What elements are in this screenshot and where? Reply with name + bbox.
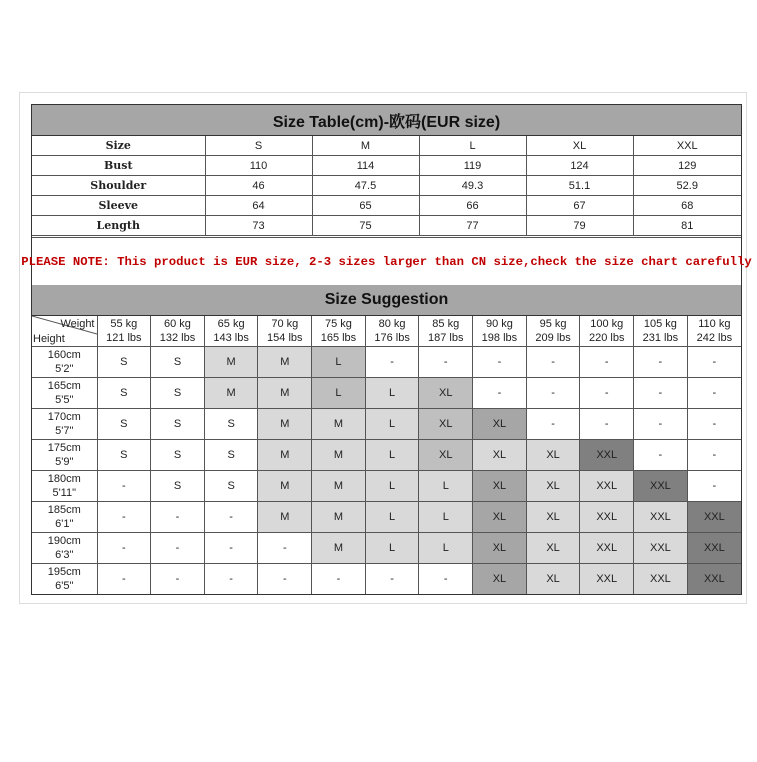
suggested-size-cell: L: [365, 378, 419, 409]
suggested-size-cell: -: [634, 347, 688, 378]
weight-header: [687, 316, 741, 347]
suggested-size-cell: M: [312, 502, 366, 533]
suggested-size-cell: XXL: [687, 564, 741, 595]
suggested-size-cell: -: [312, 564, 366, 595]
suggested-size-cell: L: [419, 502, 473, 533]
weight-kg: 85 kg: [432, 318, 460, 330]
suggested-size-cell: XXL: [634, 564, 688, 595]
weight-kg: 105 kg: [643, 318, 677, 330]
weight-lbs: 198 lbs: [481, 332, 518, 344]
suggested-size-cell: M: [204, 378, 258, 409]
suggested-size-cell: M: [258, 378, 312, 409]
measure-label: Size: [32, 136, 205, 156]
weight-header: [258, 316, 312, 347]
height-ft: 6'5": [55, 580, 74, 592]
height-ft: 5'5": [55, 394, 74, 406]
suggested-size-cell: M: [312, 440, 366, 471]
suggested-size-cell: L: [312, 347, 366, 378]
suggested-size-cell: -: [419, 564, 473, 595]
suggested-size-cell: XXL: [634, 471, 688, 502]
weight-header: [204, 316, 258, 347]
weight-header: [365, 316, 419, 347]
suggested-size-cell: -: [580, 347, 634, 378]
height-header: [32, 502, 97, 533]
height-row: [32, 502, 741, 533]
suggested-size-cell: S: [151, 440, 205, 471]
measure-value: 47.5: [312, 176, 419, 196]
weight-kg: 55 kg: [110, 318, 138, 330]
measure-value: 75: [312, 216, 419, 236]
weight-lbs: 176 lbs: [374, 332, 410, 344]
weight-lbs: 143 lbs: [213, 332, 249, 344]
weight-header-row: [32, 316, 741, 347]
weight-lbs: 209 lbs: [535, 332, 571, 344]
height-row: [32, 471, 741, 502]
suggested-size-cell: XL: [473, 471, 527, 502]
suggested-size-cell: XL: [419, 378, 473, 409]
height-row: [32, 347, 741, 378]
measure-value: 46: [205, 176, 312, 196]
height-ft: 6'3": [55, 549, 74, 561]
weight-kg: 65 kg: [217, 318, 245, 330]
suggested-size-cell: L: [365, 471, 419, 502]
weight-kg: 75 kg: [324, 318, 352, 330]
suggested-size-cell: S: [151, 347, 205, 378]
height-cm: 195cm: [47, 566, 81, 578]
suggested-size-cell: M: [312, 533, 366, 564]
height-row: [32, 533, 741, 564]
suggested-size-cell: -: [580, 409, 634, 440]
suggested-size-cell: XXL: [634, 502, 688, 533]
suggested-size-cell: M: [204, 347, 258, 378]
suggested-size-cell: S: [97, 347, 151, 378]
weight-header: [97, 316, 151, 347]
weight-kg: 60 kg: [164, 318, 191, 330]
measure-value: 81: [633, 216, 741, 236]
height-header: [32, 409, 97, 440]
weight-kg: 90 kg: [485, 318, 513, 330]
suggested-size-cell: -: [151, 502, 205, 533]
suggested-size-cell: -: [365, 347, 419, 378]
suggested-size-cell: XXL: [580, 502, 634, 533]
size-suggestion-title: Size Suggestion: [32, 285, 741, 316]
size-table-header-row: [32, 136, 741, 156]
suggested-size-cell: -: [151, 533, 205, 564]
suggested-size-cell: -: [258, 564, 312, 595]
suggested-size-cell: -: [526, 409, 580, 440]
measure-label: Shoulder: [32, 176, 205, 196]
weight-lbs: 154 lbs: [267, 332, 303, 344]
suggested-size-cell: M: [258, 347, 312, 378]
suggested-size-cell: XXL: [580, 564, 634, 595]
height-cm: 180cm: [47, 473, 81, 485]
measure-value: XXL: [633, 136, 741, 156]
suggested-size-cell: -: [687, 471, 741, 502]
measure-value: L: [419, 136, 526, 156]
suggested-size-cell: L: [419, 471, 473, 502]
corner-weight-label: Weight: [60, 318, 95, 330]
suggested-size-cell: XXL: [687, 533, 741, 564]
height-ft: 6'1": [55, 518, 74, 530]
weight-header: [151, 316, 205, 347]
suggested-size-cell: XL: [419, 440, 473, 471]
suggested-size-cell: M: [258, 471, 312, 502]
height-cm: 185cm: [47, 504, 81, 516]
measure-value: 49.3: [419, 176, 526, 196]
measure-value: 67: [526, 196, 633, 216]
suggested-size-cell: L: [365, 533, 419, 564]
suggested-size-cell: S: [204, 440, 258, 471]
suggested-size-cell: XL: [473, 533, 527, 564]
height-row: [32, 440, 741, 471]
weight-header: [419, 316, 473, 347]
suggested-size-cell: S: [97, 378, 151, 409]
weight-kg: 70 kg: [271, 318, 299, 330]
measure-value: 77: [419, 216, 526, 236]
height-cm: 175cm: [47, 442, 81, 454]
weight-kg: 95 kg: [539, 318, 567, 330]
suggested-size-cell: S: [151, 378, 205, 409]
weight-lbs: 132 lbs: [159, 332, 196, 344]
suggested-size-cell: -: [473, 378, 527, 409]
suggested-size-cell: XXL: [634, 533, 688, 564]
measure-value: 65: [312, 196, 419, 216]
suggested-size-cell: XXL: [580, 533, 634, 564]
suggested-size-cell: -: [151, 564, 205, 595]
weight-lbs: 121 lbs: [106, 332, 142, 344]
suggested-size-cell: S: [97, 440, 151, 471]
suggested-size-cell: XL: [473, 409, 527, 440]
measure-value: 114: [312, 156, 419, 176]
suggested-size-cell: -: [580, 378, 634, 409]
height-row: [32, 564, 741, 595]
suggested-size-cell: M: [312, 471, 366, 502]
height-row: [32, 378, 741, 409]
measure-value: 124: [526, 156, 633, 176]
suggested-size-cell: XL: [419, 409, 473, 440]
suggested-size-cell: S: [151, 409, 205, 440]
suggested-size-cell: L: [365, 409, 419, 440]
weight-lbs: 242 lbs: [696, 332, 733, 344]
suggested-size-cell: XXL: [580, 440, 634, 471]
suggested-size-cell: M: [258, 440, 312, 471]
suggested-size-cell: XL: [473, 502, 527, 533]
height-cm: 170cm: [47, 411, 81, 423]
size-table-row: [32, 176, 741, 196]
suggested-size-cell: -: [97, 533, 151, 564]
size-table-title: Size Table(cm)-欧码(EUR size): [32, 105, 741, 136]
suggested-size-cell: -: [687, 347, 741, 378]
height-header: [32, 533, 97, 564]
suggested-size-cell: XL: [473, 440, 527, 471]
height-cm: 165cm: [47, 380, 81, 392]
suggested-size-cell: -: [634, 378, 688, 409]
suggested-size-cell: L: [365, 440, 419, 471]
suggested-size-cell: -: [526, 378, 580, 409]
suggested-size-cell: -: [97, 564, 151, 595]
size-table-row: [32, 216, 741, 236]
suggested-size-cell: XL: [526, 440, 580, 471]
weight-header: [634, 316, 688, 347]
suggested-size-cell: -: [687, 440, 741, 471]
weight-header: [526, 316, 580, 347]
measure-value: M: [312, 136, 419, 156]
measure-value: S: [205, 136, 312, 156]
weight-kg: 80 kg: [378, 318, 406, 330]
height-header: [32, 347, 97, 378]
measure-value: 51.1: [526, 176, 633, 196]
suggested-size-cell: S: [204, 409, 258, 440]
height-header: [32, 471, 97, 502]
corner-height-label: Height: [33, 333, 65, 345]
size-table-row: [32, 196, 741, 216]
suggested-size-cell: -: [634, 440, 688, 471]
size-note: PLEASE NOTE: This product is EUR size, 2-3 sizes larger than CN size,check the size chart carefully: [32, 237, 741, 286]
suggested-size-cell: XL: [473, 564, 527, 595]
suggested-size-cell: XXL: [580, 471, 634, 502]
height-ft: 5'11": [52, 487, 77, 499]
measure-value: 73: [205, 216, 312, 236]
weight-lbs: 220 lbs: [588, 332, 625, 344]
suggested-size-cell: -: [419, 347, 473, 378]
measure-value: 110: [205, 156, 312, 176]
suggested-size-cell: -: [97, 471, 151, 502]
weight-lbs: 165 lbs: [320, 332, 357, 344]
suggested-size-cell: -: [473, 347, 527, 378]
measure-label: Length: [32, 216, 205, 236]
weight-header: [312, 316, 366, 347]
weight-lbs: 231 lbs: [642, 332, 679, 344]
suggested-size-cell: L: [365, 502, 419, 533]
size-table: [32, 136, 741, 236]
size-suggestion-table: [32, 316, 741, 594]
weight-header: [473, 316, 527, 347]
weight-header: [580, 316, 634, 347]
size-table-row: [32, 156, 741, 176]
measure-value: 66: [419, 196, 526, 216]
suggested-size-cell: XL: [526, 564, 580, 595]
suggested-size-cell: L: [312, 378, 366, 409]
suggested-size-cell: -: [634, 409, 688, 440]
weight-lbs: 187 lbs: [428, 332, 464, 344]
height-ft: 5'7": [55, 425, 74, 437]
height-ft: 5'9": [55, 456, 74, 468]
suggested-size-cell: -: [687, 409, 741, 440]
height-ft: 5'2": [55, 363, 74, 375]
measure-value: 119: [419, 156, 526, 176]
height-header: [32, 564, 97, 595]
suggested-size-cell: -: [204, 564, 258, 595]
suggested-size-cell: XL: [526, 502, 580, 533]
height-cm: 160cm: [47, 349, 81, 361]
suggested-size-cell: XXL: [687, 502, 741, 533]
suggested-size-cell: -: [204, 533, 258, 564]
measure-value: 52.9: [633, 176, 741, 196]
measure-value: 79: [526, 216, 633, 236]
weight-kg: 100 kg: [590, 318, 624, 330]
measure-value: 68: [633, 196, 741, 216]
weight-kg: 110 kg: [698, 318, 731, 330]
suggested-size-cell: -: [526, 347, 580, 378]
measure-label: Bust: [32, 156, 205, 176]
suggested-size-cell: -: [687, 378, 741, 409]
suggested-size-cell: XL: [526, 471, 580, 502]
measure-value: 64: [205, 196, 312, 216]
suggested-size-cell: -: [97, 502, 151, 533]
height-header: [32, 440, 97, 471]
measure-value: XL: [526, 136, 633, 156]
size-chart-sheet: [21, 104, 752, 595]
measure-label: Sleeve: [32, 196, 205, 216]
suggested-size-cell: M: [258, 502, 312, 533]
suggested-size-cell: -: [258, 533, 312, 564]
height-cm: 190cm: [47, 535, 81, 547]
height-row: [32, 409, 741, 440]
suggested-size-cell: M: [312, 409, 366, 440]
suggested-size-cell: -: [365, 564, 419, 595]
measure-value: 129: [633, 156, 741, 176]
suggested-size-cell: S: [97, 409, 151, 440]
suggested-size-cell: L: [419, 533, 473, 564]
suggested-size-cell: M: [258, 409, 312, 440]
weight-height-corner: [32, 316, 97, 347]
suggested-size-cell: XL: [526, 533, 580, 564]
height-header: [32, 378, 97, 409]
suggested-size-cell: S: [204, 471, 258, 502]
suggested-size-cell: S: [151, 471, 205, 502]
suggested-size-cell: -: [204, 502, 258, 533]
